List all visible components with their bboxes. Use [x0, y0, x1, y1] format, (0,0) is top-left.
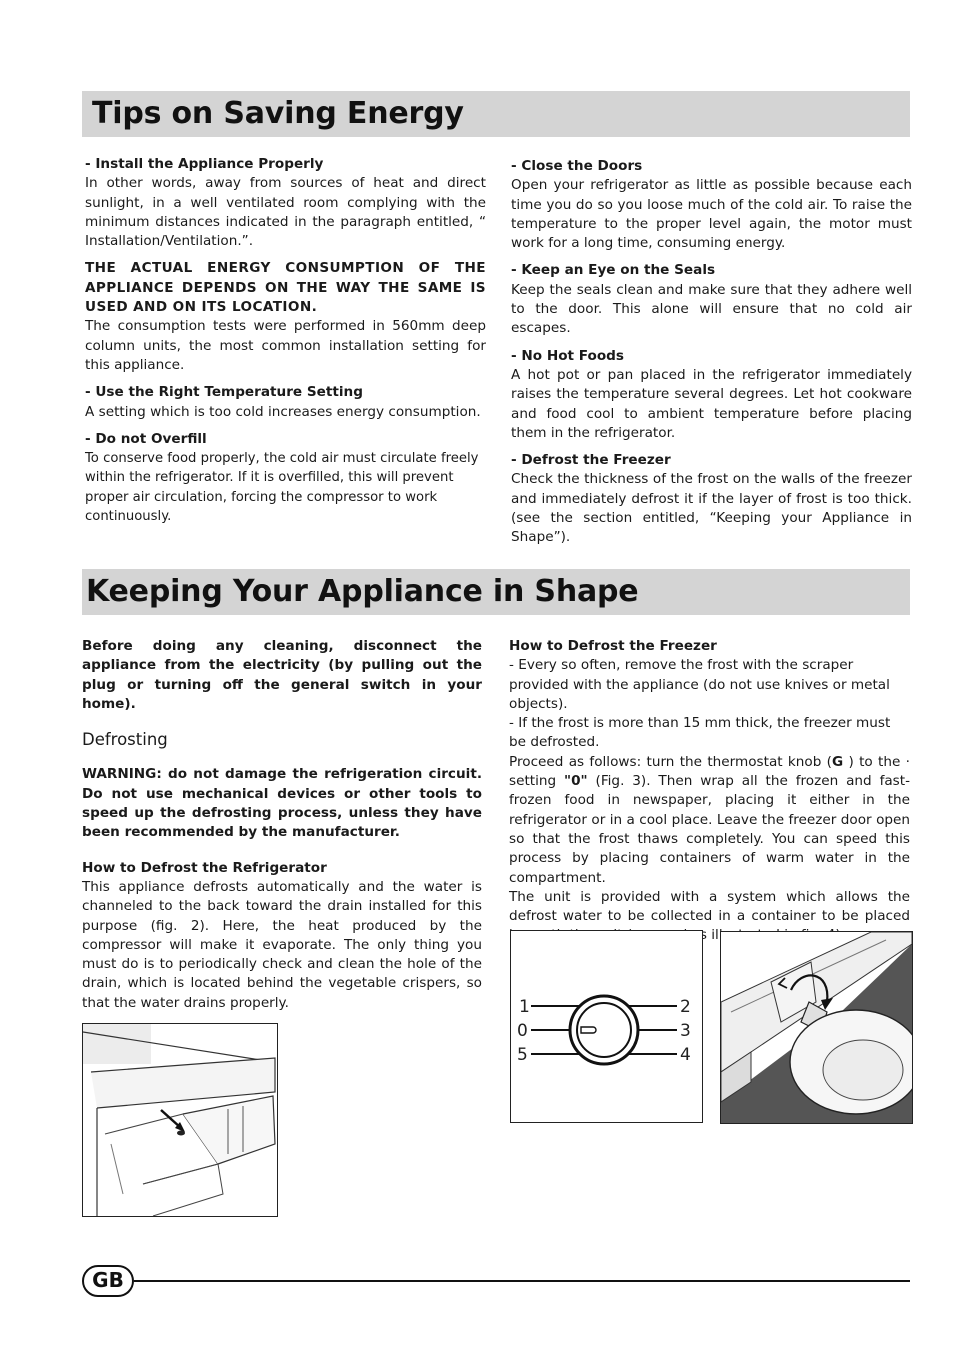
defrost-tray-illustration [721, 932, 912, 1123]
footer-rule [134, 1280, 910, 1282]
defrost-freezer-heading: - Defrost the Freezer [511, 452, 671, 469]
language-badge: GB [82, 1265, 134, 1297]
shape-left-column [82, 637, 482, 1013]
defrost-water-text: The unit is provided with a system which allows the defrost water to be collected in a container to be placed [509, 888, 910, 925]
defrost-refrigerator-text: This appliance defrosts automatically and the water is channeled to the back toward the drain installed for this purpose (fig. 2). Here, the heat produced by the compressor will make it evaporate. The only thing you must do is to periodically check and clean the hole of the drain, which is located behind the vegetable crispers, so that the water drains properly. [82, 878, 482, 1011]
hot-foods-heading: - No Hot Foods [511, 347, 625, 364]
section-title-shape: Keeping Your Appliance in Shape [86, 574, 639, 609]
shape-right-column [509, 637, 910, 946]
dial-label-1: 1 [519, 997, 530, 1017]
dial-label-5: 5 [517, 1045, 528, 1065]
tips-right-column [511, 157, 912, 548]
install-text: In other words, away from sources of heat and direct sunlight, in a well ventilated room complying with the minimum distances indicated in the paragraph entitled, “ Installation/Ventilation.”. [85, 175, 486, 250]
overfill-heading: - Do not Overfill [85, 430, 207, 447]
temperature-heading: - Use the Right Temperature Setting [85, 384, 363, 401]
hot-foods-text: A hot pot or pan placed in the refrigerator immediately raises the temperature several degrees. Let hot cookware and food cool to ambient temperature before placing them in the refrigerator. [511, 366, 912, 441]
doors-heading: - Close the Doors [511, 158, 643, 174]
figure-defrost-tray [720, 931, 913, 1124]
figure-refrigerator-drain [82, 1023, 278, 1217]
doors-text: Open your refrigerator as little as possible because each time you do so you loose much of the cold air. To raise the temperature to the proper level again, the motor must work for a long time, consuming energy. [511, 177, 912, 252]
overfill-text: To conserve food properly, the cold air must circulate freely within the refrigerator. If it is overfilled, this will prevent proper air circulation, forcing the compressor to work continuously. [85, 451, 479, 525]
consumption-tests-text: The consumption tests were performed in 560mm deep column units, the most common installation setting for this appliance. [85, 318, 486, 373]
dial-label-3: 3 [680, 1021, 691, 1041]
section-banner-shape [82, 569, 910, 615]
dial-label-4: 4 [680, 1045, 691, 1065]
defrost-freezer-text: Check the thickness of the frost on the walls of the freezer and immediately defrost it if the layer of frost is too thick. (see the section entitled, “Keeping your Appliance in Shape”). [511, 471, 912, 546]
defrost-refrigerator-heading: How to Defrost the Refrigerator [82, 859, 327, 876]
temperature-text: A setting which is too cold increases energy consumption. [85, 403, 481, 420]
tips-left-column [85, 155, 486, 526]
refrigerator-drain-illustration [83, 1024, 277, 1216]
install-heading: - Install the Appliance Properly [85, 156, 324, 172]
defrosting-subheading: Defrosting [82, 730, 168, 750]
defrost-freezer-howto-heading: How to Defrost the Freezer [509, 638, 717, 654]
dial-label-0: 0 [517, 1021, 528, 1041]
disconnect-warning: Before doing any cleaning, disconnect the appliance from the electricity (by pulling out the plug or turning off the general switch in your home). [82, 638, 482, 712]
seals-heading: - Keep an Eye on the Seals [511, 262, 716, 279]
seals-text: Keep the seals clean and make sure that they adhere well to the door. This alone will ensure that no cold air escapes. [511, 281, 912, 337]
scraper-text: - Every so often, remove the frost with the scraper provided with the appliance (do not use knives or metal objects). [509, 657, 890, 712]
figure-thermostat-dial [510, 930, 703, 1123]
refrigeration-circuit-warning: WARNING: do not damage the refrigeration circuit. Do not use mechanical devices or other tools to speed up the defrosting process, unless they have been recommended by the manufacturer. [82, 766, 482, 841]
thermostat-dial-illustration [511, 931, 702, 1122]
section-title-tips: Tips on Saving Energy [92, 96, 464, 131]
proceed-text: Proceed as follows: turn the thermostat knob (G ) to the · setting "0" (Fig. 3). Then wrap all the frozen and fast-frozen food in newspaper, placing it either in the refrigerator or in a cool place. Leave the freezer door open so that the frost thaws completely. You can speed this process by placing containers of warm water in the compartment. [509, 753, 910, 886]
dial-label-2: 2 [680, 997, 691, 1017]
energy-consumption-warning: THE ACTUAL ENERGY CONSUMPTION OF THE APPLIANCE DEPENDS ON THE WAY THE SAME IS USED AND ON ITS LOCATION. [85, 260, 486, 316]
section-banner-tips [82, 91, 910, 137]
frost-thickness-text: - If the frost is more than 15 mm thick, the freezer must be defrosted. [509, 715, 891, 751]
